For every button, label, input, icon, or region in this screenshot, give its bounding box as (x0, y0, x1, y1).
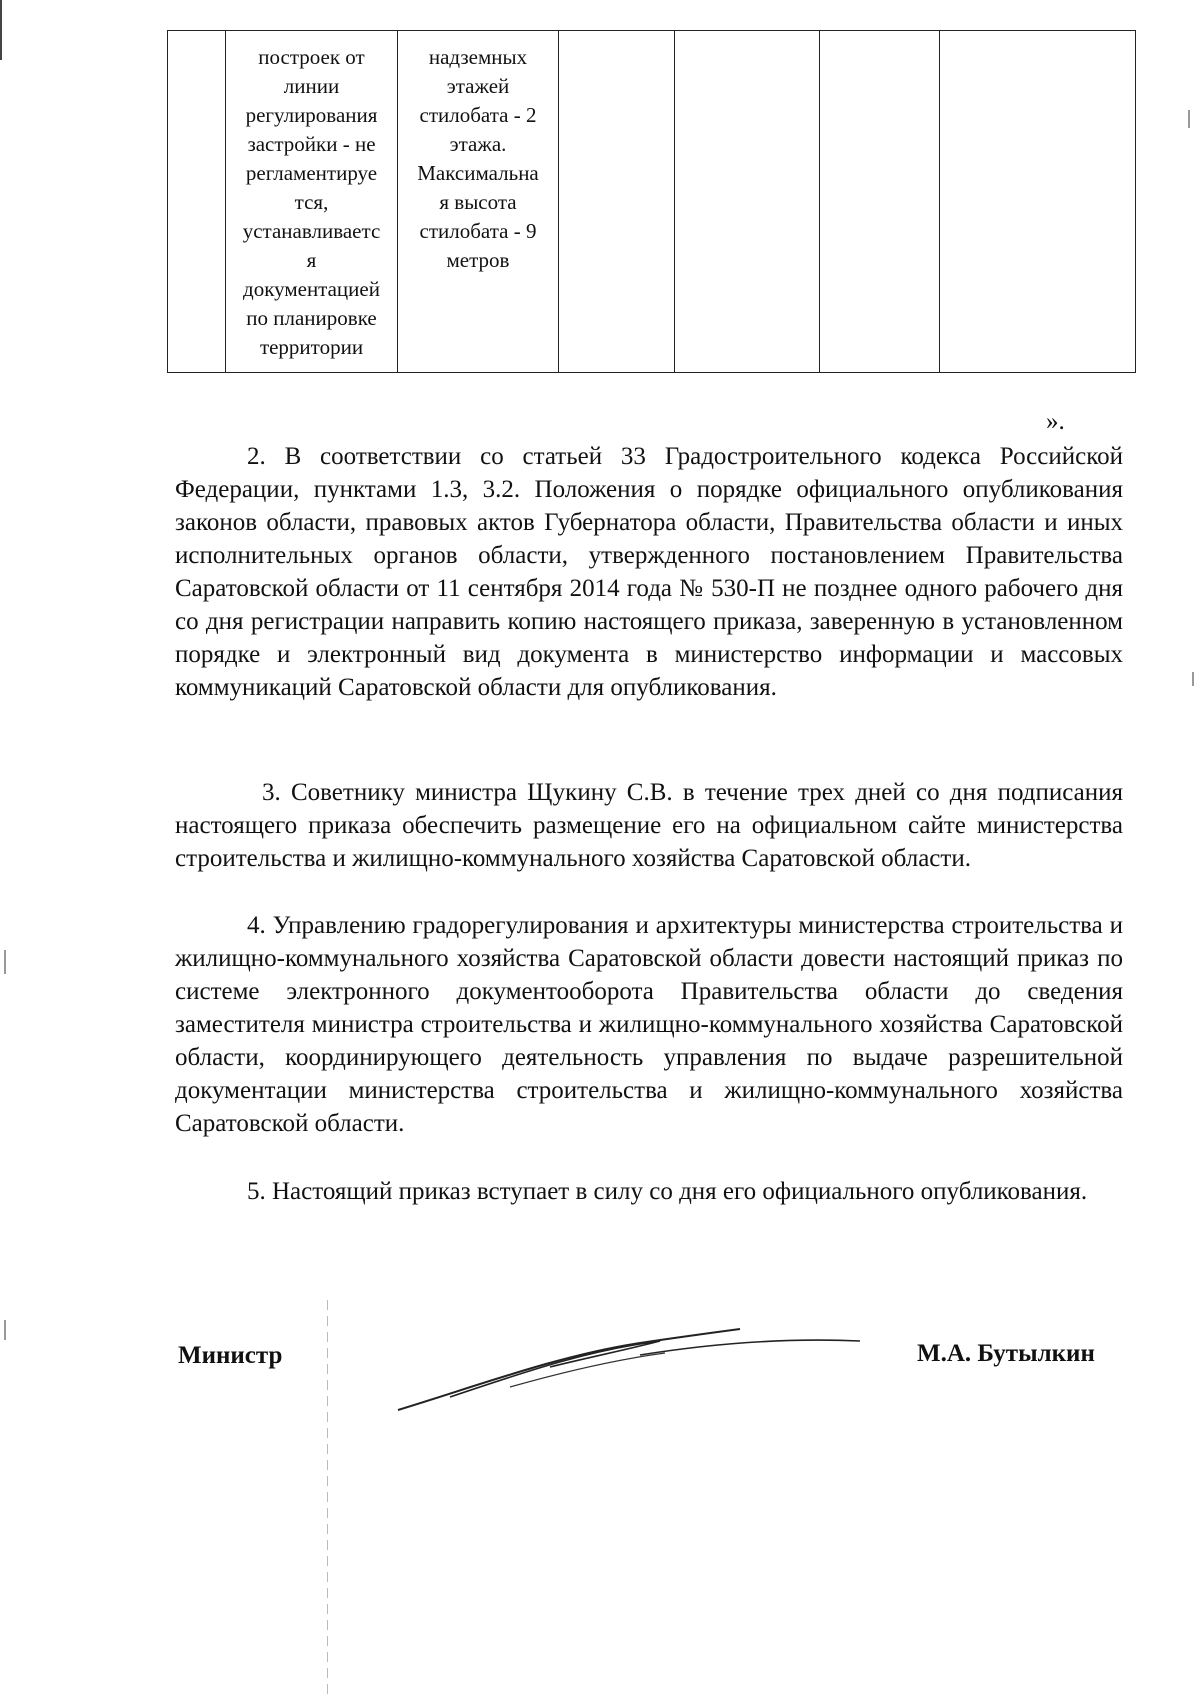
table-cell-empty (940, 31, 1136, 373)
cell-text-line: регламентируе (245, 161, 378, 185)
cell-text-line: стилобата - 9 (419, 219, 537, 243)
scan-mark (1192, 672, 1194, 686)
cell-text-line: построек от (258, 45, 365, 69)
cell-text-line: территории (259, 335, 364, 359)
paragraph-3-block (175, 776, 1123, 875)
cell-text-line: метров (446, 248, 510, 272)
signatory-name: М.А. Бутылкин (917, 1340, 1095, 1367)
scan-mark (4, 950, 6, 974)
scan-mark (4, 1320, 6, 1340)
signatory-role: Министр (178, 1342, 283, 1369)
table-cell-setback (226, 31, 398, 373)
cell-text-line: этажа. (449, 132, 507, 156)
scan-mark (1188, 110, 1190, 128)
paragraph-4-block (175, 909, 1123, 1140)
cell-text-line: Максимальна (417, 161, 539, 185)
closing-quote: ». (1046, 408, 1065, 435)
cell-text-line: застройки - не (247, 132, 376, 156)
cell-text-line: регулирования (245, 103, 378, 127)
table-cell-empty (820, 31, 940, 373)
cell-text-line: линии (283, 74, 340, 98)
cell-text-line: устанавливаетс (242, 219, 381, 243)
handwritten-signature (390, 1315, 910, 1425)
cell-text-line: я высота (439, 190, 517, 214)
table-cell-empty (559, 31, 675, 373)
cell-text-line: по планировке (246, 306, 377, 330)
paragraph-2: 2. В соответствии со статьей 33 Градостроительного кодекса Российской Федерации, пунктами 1.3, 3.2. Положения о порядке официального опубликования законов области, правовых актов Губернатора области, Правительства области и иных исполнительных органов области, утвержденного постановлением Правительства Саратовской области от 11 сентября 2014 года № 530-П не позднее одного рабочего дня со дня регистрации направить копию настоящего приказа, заверенную в установленном порядке и электронный вид документа в министерство информации и массовых коммуникаций Саратовской области для опубликования. (175, 443, 1123, 701)
table-cell-floors (398, 31, 559, 373)
paragraph-4: 4. Управлению градорегулирования и архитектуры министерства строительства и жилищно-коммунального хозяйства Саратовской области довести настоящий приказ по системе электронного документооборота Правительства области до сведения заместителя министра строительства и жилищно-коммунального хозяйства Саратовской области, координирующего деятельность управления по выдаче разрешительной документации министерства строительства и жилищно-коммунального хозяйства Саратовской области. (175, 912, 1123, 1137)
scan-edge-artifact (0, 0, 2, 60)
paragraph-5: 5. Настоящий приказ вступает в силу со дня его официального опубликования. (247, 1178, 1088, 1205)
cell-text-line: тся, (294, 190, 329, 214)
cell-text-line: документацией (243, 277, 380, 301)
scan-fold-line (327, 1300, 328, 1700)
cell-text-line: я (306, 248, 317, 272)
paragraph-2-block (175, 440, 1123, 704)
cell-text-line: надземных (428, 45, 528, 69)
cell-text-line: этажей (446, 74, 510, 98)
table-row (168, 31, 1136, 373)
paragraph-3: 3. Советнику министра Щукину С.В. в течение трех дней со дня подписания настоящего приказа обеспечить размещение его на официальном сайте министерства строительства и жилищно-коммунального хозяйства Саратовской области. (175, 779, 1123, 872)
table-cell-empty (675, 31, 820, 373)
table-cell-empty (168, 31, 226, 373)
paragraph-5-block (175, 1175, 1123, 1208)
cell-text-line: стилобата - 2 (419, 103, 537, 127)
table-fragment (167, 30, 1136, 373)
